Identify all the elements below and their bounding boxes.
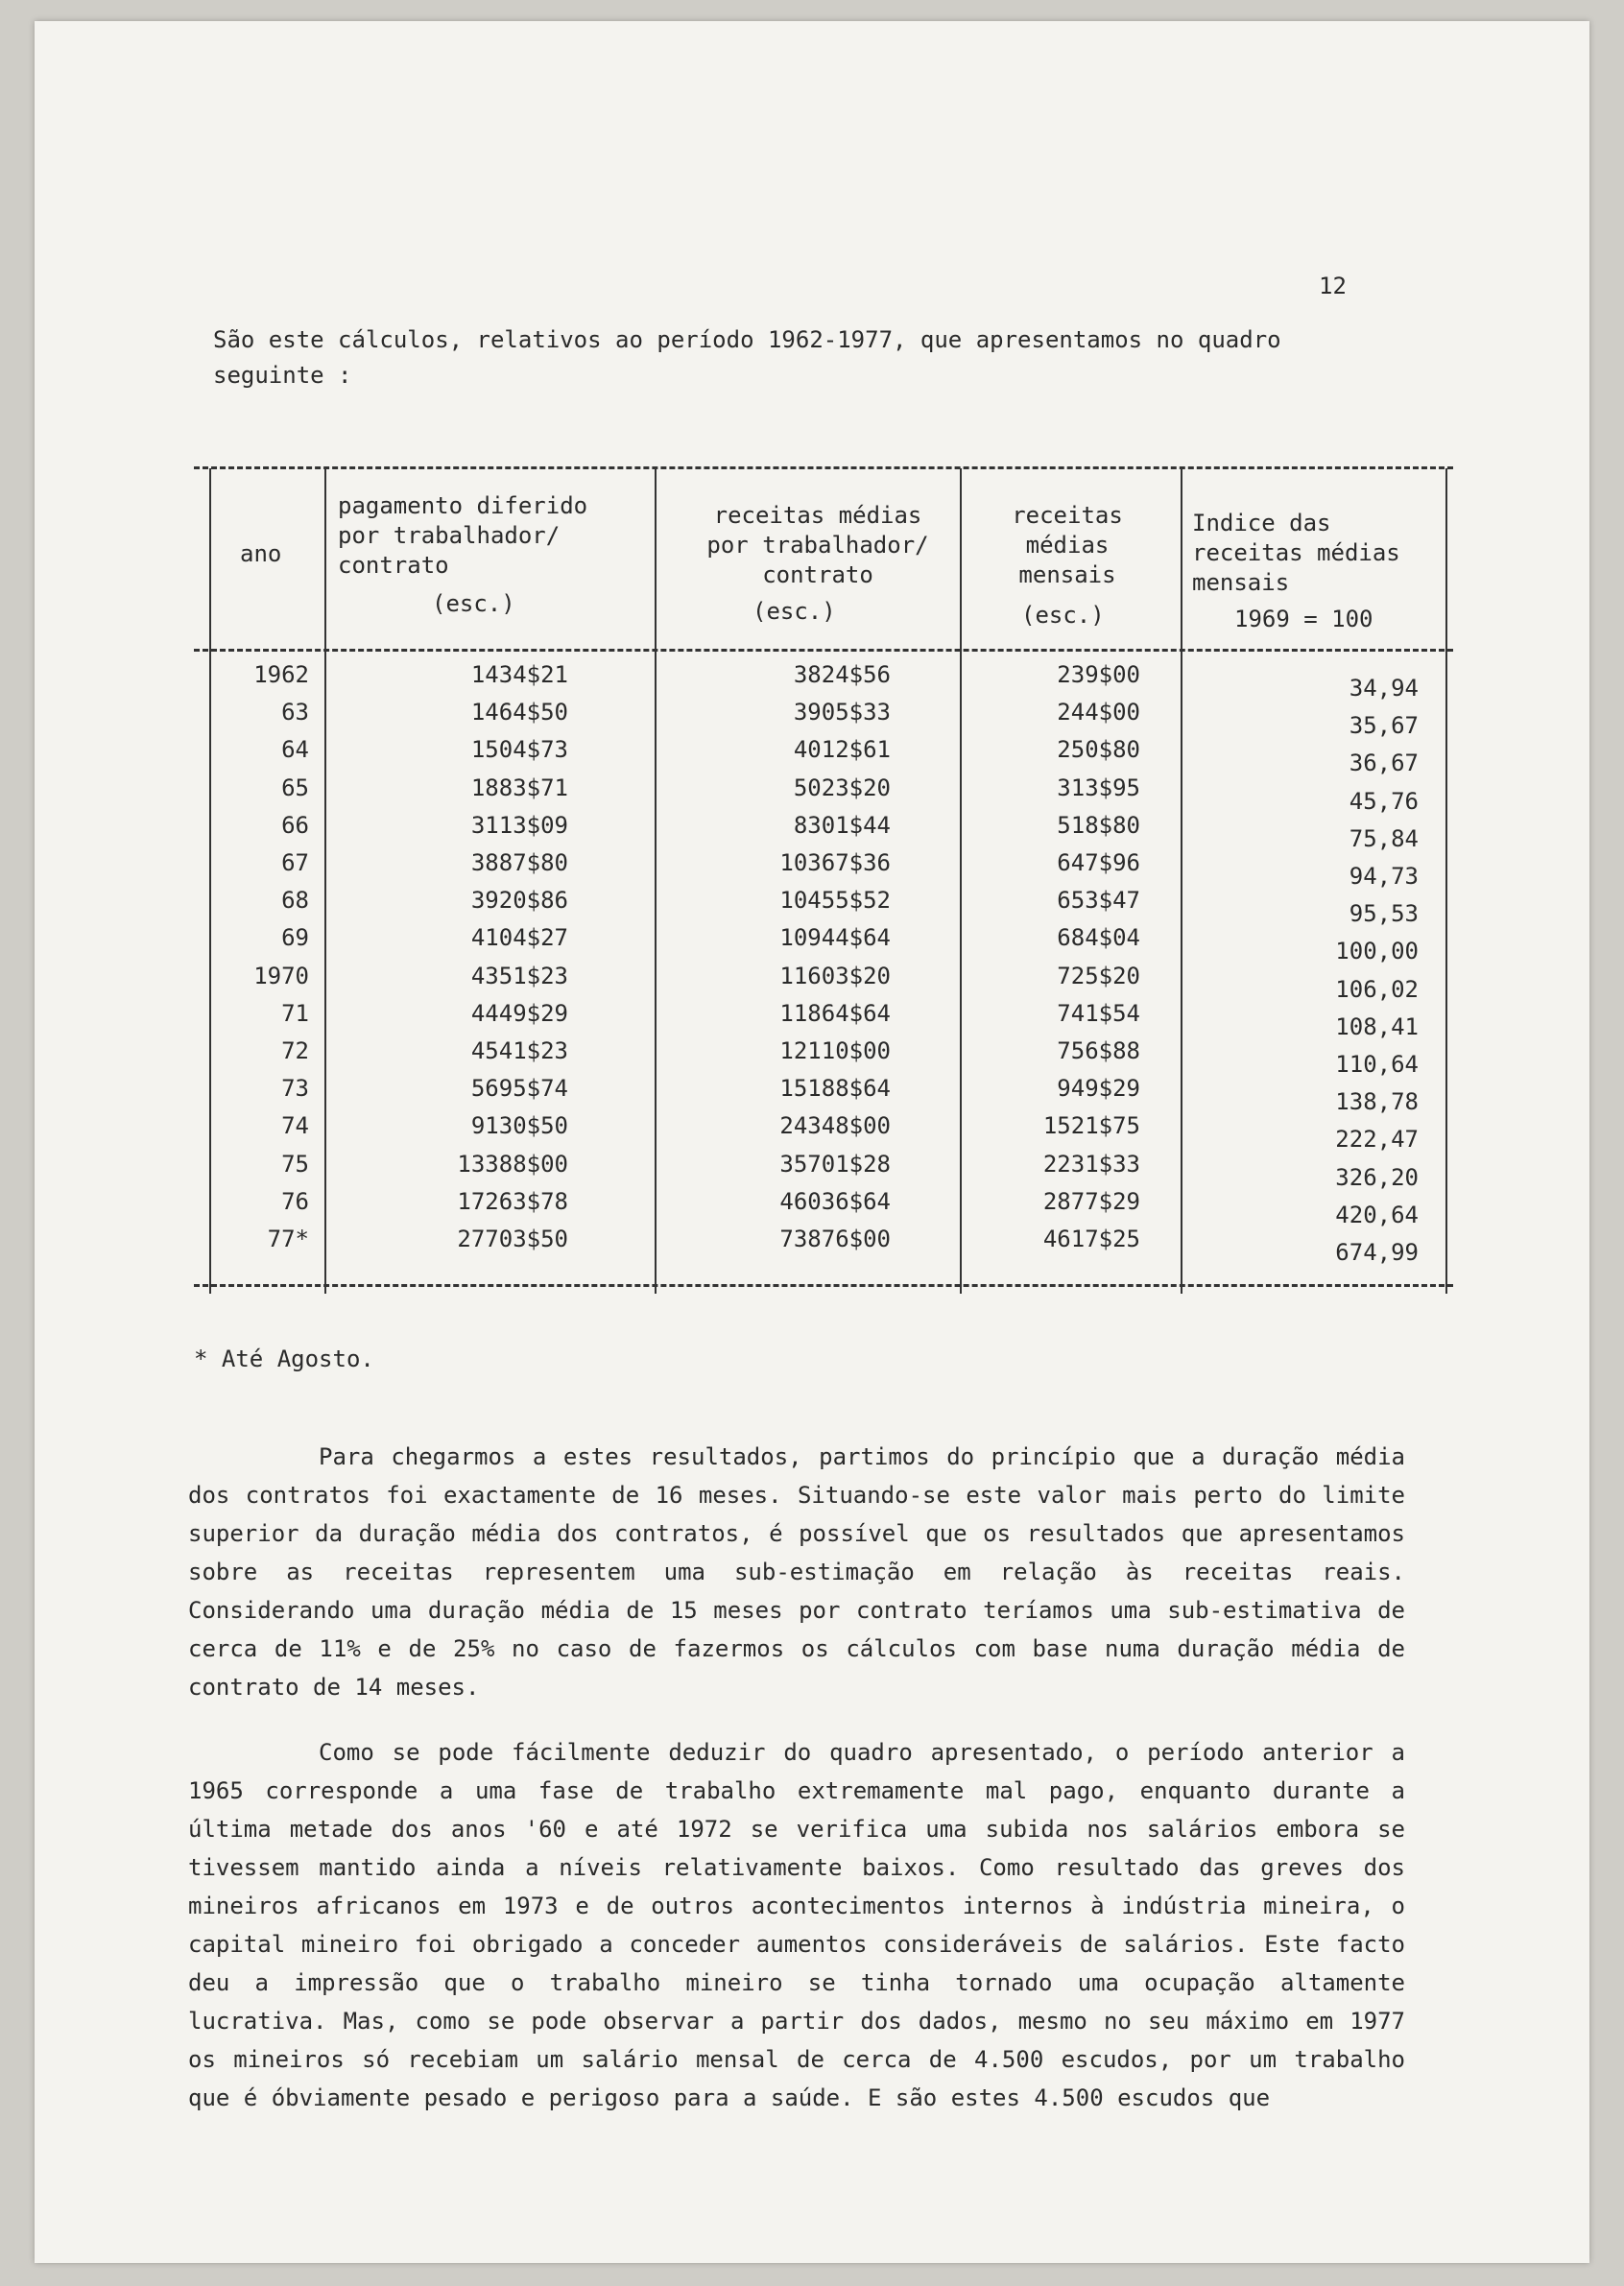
cell-receitas-mensais: 239$00 [1057,661,1140,688]
cell-pagamento: 1464$50 [470,699,568,726]
cell-receitas-medias: 10944$64 [779,924,891,952]
cell-pagamento: 1504$73 [470,736,568,764]
col-divider [655,468,657,1294]
cell-receitas-mensais: 741$54 [1057,999,1140,1027]
column-indice [1221,670,1419,1272]
table-footnote: * Até Agosto. [194,1345,374,1372]
paragraph-2: Como se pode fácilmente deduzir do quadro apresentado, o período anterior a 1965 corresponde a uma fase de trabalho extremamente mal pago, enquanto durante a última metade dos anos '60 e até 1972 se verifica uma subida nos salários embora se tivessem mantido ainda a níveis relativamente baixos. Como resultado das greves dos mineiros africanos em 1973 e de outros acontecimentos internos à indústria mineira, o capital mineiro foi obrigado a conceder aumentos consideráveis de salários. Este facto deu a impressão que o trabalho mineiro se tinha tornado uma ocupação altamente lucrativa. Mas, como se pode observar a partir dos dados, mesmo no seu máximo em 1977 os mineiros só recebiam um salário mensal de cerca de 4.500 escudos, por um trabalho que é óbviamente pesado e perigoso para a saúde. E são estes 4.500 escudos que [188,1739,1405,2111]
cell-receitas-medias: 4012$61 [793,736,891,764]
cell-indice: 138,78 [1335,1088,1419,1116]
cell-pagamento: 4351$23 [470,962,568,989]
table-top-rule [194,466,1453,469]
cell-receitas-medias: 11603$20 [779,962,891,989]
cell-receitas-medias: 15188$64 [779,1075,891,1103]
cell-pagamento: 9130$50 [470,1112,568,1140]
cell-ano: 64 [281,736,309,764]
cell-receitas-medias: 12110$00 [779,1037,891,1065]
page-number: 12 [1319,273,1347,299]
cell-receitas-mensais: 725$20 [1057,962,1140,989]
cell-receitas-medias: 46036$64 [779,1187,891,1215]
cell-receitas-mensais: 244$00 [1057,699,1140,726]
header-receitas-medias: receitas médias por trabalhador/ contrato [706,502,929,588]
col-divider [1181,468,1182,1294]
cell-receitas-mensais: 313$95 [1057,774,1140,801]
cell-indice: 34,94 [1349,675,1419,702]
cell-indice: 45,76 [1349,787,1419,815]
header-indice: Indice das receitas médias mensais [1192,510,1400,596]
header-receitas-medias-unit: (esc.) [752,598,836,625]
cell-receitas-mensais: 4617$25 [1042,1226,1140,1253]
cell-receitas-medias: 5023$20 [793,774,891,801]
cell-pagamento: 4449$29 [470,999,568,1027]
cell-pagamento: 1883$71 [470,774,568,801]
cell-receitas-mensais: 653$47 [1057,887,1140,915]
cell-indice: 222,47 [1335,1126,1419,1154]
cell-ano: 63 [281,699,309,726]
cell-indice: 108,41 [1335,1012,1419,1040]
intro-text: São este cálculos, relativos ao período 1962-1977, que apresentamos no quadro seguinte : [213,326,1281,389]
col-divider [324,468,326,1294]
cell-ano: 1962 [253,661,309,688]
column-receitas-medias [703,656,891,1258]
cell-ano: 72 [281,1037,309,1065]
cell-ano: 73 [281,1075,309,1103]
cell-indice: 100,00 [1335,938,1419,965]
cell-receitas-mensais: 684$04 [1057,924,1140,952]
header-receitas-mensais: receitas médias mensais [1012,502,1123,588]
header-receitas-mensais-unit: (esc.) [1021,602,1105,629]
cell-indice: 35,67 [1349,712,1419,740]
cell-receitas-mensais: 250$80 [1057,736,1140,764]
cell-receitas-mensais: 2877$29 [1042,1187,1140,1215]
table-right-border [1445,468,1447,1294]
cell-pagamento: 5695$74 [470,1075,568,1103]
header-pagamento: pagamento diferido por trabalhador/ contrato [338,492,588,579]
cell-indice: 106,02 [1335,975,1419,1003]
cell-indice: 420,64 [1335,1201,1419,1228]
cell-receitas-mensais: 518$80 [1057,811,1140,839]
cell-pagamento: 3887$80 [470,849,568,877]
cell-indice: 94,73 [1349,863,1419,891]
header-ano: ano [240,540,282,567]
cell-ano: 76 [281,1187,309,1215]
cell-pagamento: 17263$78 [457,1187,568,1215]
column-ano [217,656,309,1258]
cell-receitas-medias: 24348$00 [779,1112,891,1140]
cell-receitas-medias: 8301$44 [793,811,891,839]
cell-pagamento: 4541$23 [470,1037,568,1065]
cell-indice: 674,99 [1335,1239,1419,1267]
document-page [35,21,1589,2263]
cell-receitas-medias: 3905$33 [793,699,891,726]
cell-ano: 69 [281,924,309,952]
cell-indice: 75,84 [1349,824,1419,852]
col-divider [960,468,962,1294]
cell-pagamento: 3113$09 [470,811,568,839]
header-pagamento-unit: (esc.) [432,590,515,617]
cell-ano: 75 [281,1150,309,1178]
cell-receitas-medias: 73876$00 [779,1226,891,1253]
column-pagamento [386,656,568,1258]
cell-ano: 67 [281,849,309,877]
cell-receitas-mensais: 949$29 [1057,1075,1140,1103]
cell-ano: 66 [281,811,309,839]
cell-indice: 110,64 [1335,1051,1419,1079]
cell-indice: 95,53 [1349,900,1419,928]
cell-receitas-mensais: 1521$75 [1042,1112,1140,1140]
cell-receitas-medias: 3824$56 [793,661,891,688]
column-receitas-mensais [981,656,1140,1258]
cell-ano: 1970 [253,962,309,989]
cell-ano: 71 [281,999,309,1027]
cell-receitas-mensais: 756$88 [1057,1037,1140,1065]
cell-ano: 74 [281,1112,309,1140]
cell-indice: 326,20 [1335,1163,1419,1191]
cell-ano: 68 [281,887,309,915]
cell-pagamento: 4104$27 [470,924,568,952]
cell-receitas-medias: 35701$28 [779,1150,891,1178]
cell-pagamento: 27703$50 [457,1226,568,1253]
cell-pagamento: 13388$00 [457,1150,568,1178]
cell-receitas-mensais: 647$96 [1057,849,1140,877]
cell-ano: 65 [281,774,309,801]
table-left-border [209,468,211,1294]
cell-receitas-medias: 10455$52 [779,887,891,915]
table-bottom-rule [194,1284,1453,1287]
header-indice-base: 1969 = 100 [1234,606,1373,632]
cell-ano: 77* [267,1226,309,1253]
cell-indice: 36,67 [1349,750,1419,777]
paragraph-1: Para chegarmos a estes resultados, partimos do princípio que a duração média dos contratos foi exactamente de 16 meses. Situando-se este valor mais perto do limite superior da duração média dos contratos, é possível que os resultados que apresentamos sobre as receitas representem uma sub-estimação em relação às receitas reais. Considerando uma duração média de 15 meses por contrato teríamos uma sub-estimativa de cerca de 11% e de 25% no caso de fazermos os cálculos com base numa duração média de contrato de 14 meses. [188,1443,1405,1701]
wage-table [194,461,1453,1292]
cell-receitas-medias: 10367$36 [779,849,891,877]
table-header-rule [194,649,1453,652]
cell-pagamento: 1434$21 [470,661,568,688]
cell-pagamento: 3920$86 [470,887,568,915]
cell-receitas-medias: 11864$64 [779,999,891,1027]
cell-receitas-mensais: 2231$33 [1042,1150,1140,1178]
